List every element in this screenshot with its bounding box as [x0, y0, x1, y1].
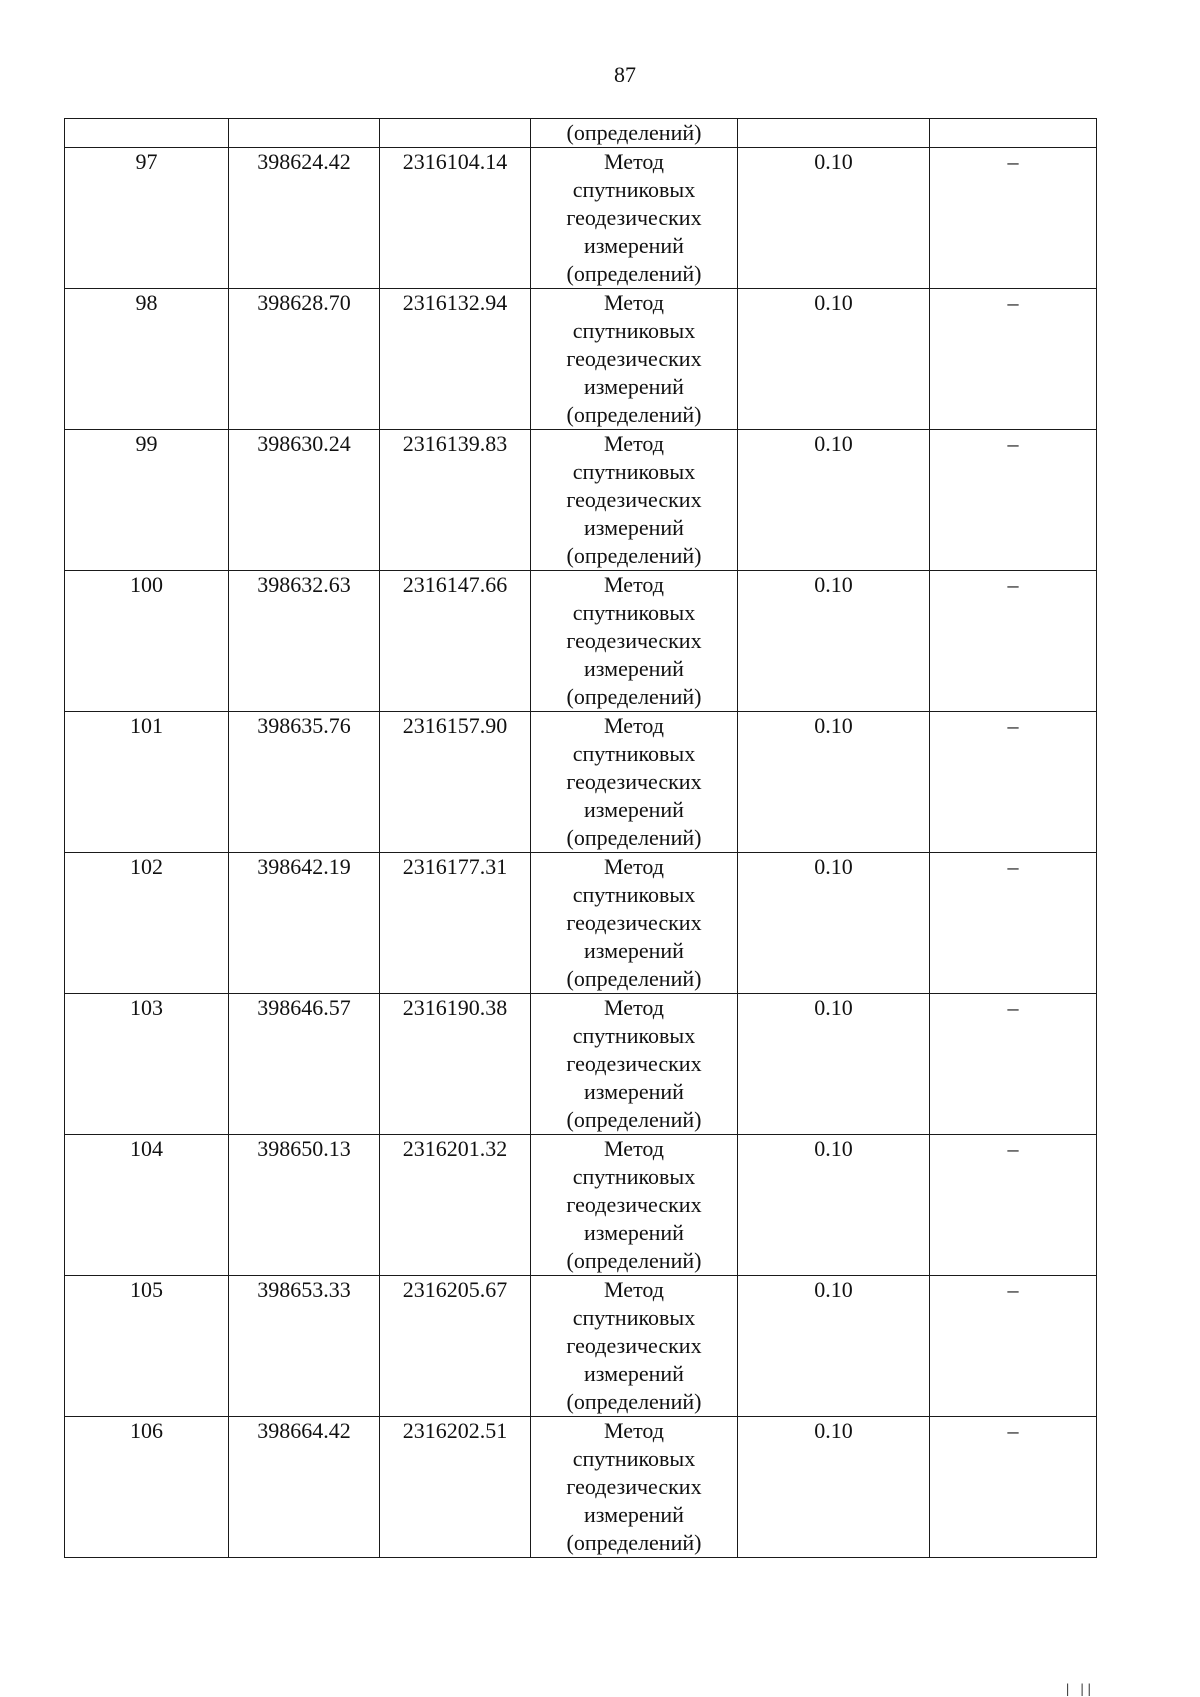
method-line: Метод [604, 1277, 664, 1302]
method-line: (определений) [566, 1248, 702, 1273]
cell-x [229, 119, 380, 148]
method-line: измерений [584, 1079, 684, 1104]
cell-point: 106 [65, 1417, 229, 1558]
method-line: (определений) [566, 1107, 702, 1132]
cell-point: 101 [65, 712, 229, 853]
cell-method [531, 1417, 738, 1558]
method-line: спутниковых [572, 459, 696, 484]
cell-y: 2316157.90 [380, 712, 531, 853]
method-line: (определений) [566, 1389, 702, 1414]
method-line: геодезических [566, 769, 702, 794]
cell-method: (определений) [531, 119, 738, 148]
cell-point: 97 [65, 148, 229, 289]
cell-x: 398642.19 [229, 853, 380, 994]
cell-method [531, 853, 738, 994]
method-line: Метод [604, 572, 664, 597]
coordinates-table-body [65, 119, 1097, 1558]
cell-method [531, 148, 738, 289]
table-row [65, 994, 1097, 1135]
method-line: спутниковых [572, 741, 696, 766]
cell-method [531, 289, 738, 430]
method-line: геодезических [566, 205, 702, 230]
method-line: измерений [584, 1220, 684, 1245]
method-line: спутниковых [572, 1164, 696, 1189]
page-number: 87 [614, 62, 636, 87]
method-line: геодезических [566, 1192, 702, 1217]
method-line: геодезических [566, 1474, 702, 1499]
cell-y: 2316202.51 [380, 1417, 531, 1558]
method-line: спутниковых [572, 1305, 696, 1330]
cell-point: 104 [65, 1135, 229, 1276]
cell-note: – [930, 571, 1097, 712]
method-line: Метод [604, 995, 664, 1020]
cell-note: – [930, 1417, 1097, 1558]
method-line: Метод [604, 431, 664, 456]
cell-accuracy: 0.10 [738, 1135, 930, 1276]
method-line: измерений [584, 1502, 684, 1527]
cell-accuracy: 0.10 [738, 1276, 930, 1417]
method-line: (определений) [566, 1530, 702, 1555]
cell-accuracy: 0.10 [738, 148, 930, 289]
method-line: (определений) [566, 825, 702, 850]
cell-accuracy: 0.10 [738, 430, 930, 571]
method-line: геодезических [566, 1333, 702, 1358]
method-line: спутниковых [572, 318, 696, 343]
cell-x: 398630.24 [229, 430, 380, 571]
method-line: геодезических [566, 346, 702, 371]
cell-accuracy [738, 119, 930, 148]
method-line: Метод [604, 290, 664, 315]
cell-y: 2316139.83 [380, 430, 531, 571]
cell-y [380, 119, 531, 148]
cell-point [65, 119, 229, 148]
cell-x: 398653.33 [229, 1276, 380, 1417]
cell-x: 398650.13 [229, 1135, 380, 1276]
cell-accuracy: 0.10 [738, 571, 930, 712]
continuation-row [65, 119, 1097, 148]
table-row [65, 148, 1097, 289]
cell-point: 99 [65, 430, 229, 571]
cell-accuracy: 0.10 [738, 712, 930, 853]
method-line: спутниковых [572, 600, 696, 625]
table-row [65, 1135, 1097, 1276]
table-row [65, 1276, 1097, 1417]
method-line: Метод [604, 713, 664, 738]
method-line: геодезических [566, 910, 702, 935]
cell-point: 100 [65, 571, 229, 712]
footer-mark: | || [1064, 1682, 1093, 1696]
cell-point: 105 [65, 1276, 229, 1417]
table-row [65, 1417, 1097, 1558]
cell-x: 398664.42 [229, 1417, 380, 1558]
cell-note: – [930, 289, 1097, 430]
method-line: измерений [584, 938, 684, 963]
cell-y: 2316205.67 [380, 1276, 531, 1417]
cell-x: 398632.63 [229, 571, 380, 712]
method-line: спутниковых [572, 882, 696, 907]
cell-accuracy: 0.10 [738, 994, 930, 1135]
method-line: измерений [584, 656, 684, 681]
cell-method [531, 994, 738, 1135]
table-row [65, 712, 1097, 853]
method-line: (определений) [566, 402, 702, 427]
method-line: (определений) [566, 261, 702, 286]
cell-x: 398646.57 [229, 994, 380, 1135]
cell-note: – [930, 1135, 1097, 1276]
cell-y: 2316201.32 [380, 1135, 531, 1276]
method-line: спутниковых [572, 1446, 696, 1471]
method-line: геодезических [566, 487, 702, 512]
cell-note: – [930, 430, 1097, 571]
method-line: измерений [584, 797, 684, 822]
cell-point: 103 [65, 994, 229, 1135]
cell-method [531, 1135, 738, 1276]
cell-note: – [930, 148, 1097, 289]
cell-x: 398624.42 [229, 148, 380, 289]
cell-note [930, 119, 1097, 148]
method-line: спутниковых [572, 177, 696, 202]
cell-y: 2316104.14 [380, 148, 531, 289]
method-line: измерений [584, 1361, 684, 1386]
method-line: спутниковых [572, 1023, 696, 1048]
cell-note: – [930, 1276, 1097, 1417]
cell-accuracy: 0.10 [738, 289, 930, 430]
method-line: Метод [604, 854, 664, 879]
table-row [65, 853, 1097, 994]
method-line: Метод [604, 1136, 664, 1161]
method-line: измерений [584, 515, 684, 540]
table-row [65, 571, 1097, 712]
cell-point: 102 [65, 853, 229, 994]
method-line: Метод [604, 149, 664, 174]
method-line: (определений) [566, 966, 702, 991]
cell-method [531, 430, 738, 571]
cell-note: – [930, 853, 1097, 994]
cell-y: 2316190.38 [380, 994, 531, 1135]
cell-y: 2316132.94 [380, 289, 531, 430]
method-line: (определений) [566, 684, 702, 709]
table-row [65, 289, 1097, 430]
cell-x: 398635.76 [229, 712, 380, 853]
method-line: измерений [584, 374, 684, 399]
method-line: измерений [584, 233, 684, 258]
method-line: (определений) [566, 543, 702, 568]
cell-note: – [930, 994, 1097, 1135]
method-line: Метод [604, 1418, 664, 1443]
method-line: геодезических [566, 1051, 702, 1076]
cell-y: 2316147.66 [380, 571, 531, 712]
cell-method [531, 571, 738, 712]
cell-accuracy: 0.10 [738, 853, 930, 994]
cell-x: 398628.70 [229, 289, 380, 430]
cell-point: 98 [65, 289, 229, 430]
cell-accuracy: 0.10 [738, 1417, 930, 1558]
coordinates-table [64, 118, 1097, 1558]
cell-method [531, 1276, 738, 1417]
cell-y: 2316177.31 [380, 853, 531, 994]
table-row [65, 430, 1097, 571]
method-line: геодезических [566, 628, 702, 653]
cell-note: – [930, 712, 1097, 853]
cell-method [531, 712, 738, 853]
